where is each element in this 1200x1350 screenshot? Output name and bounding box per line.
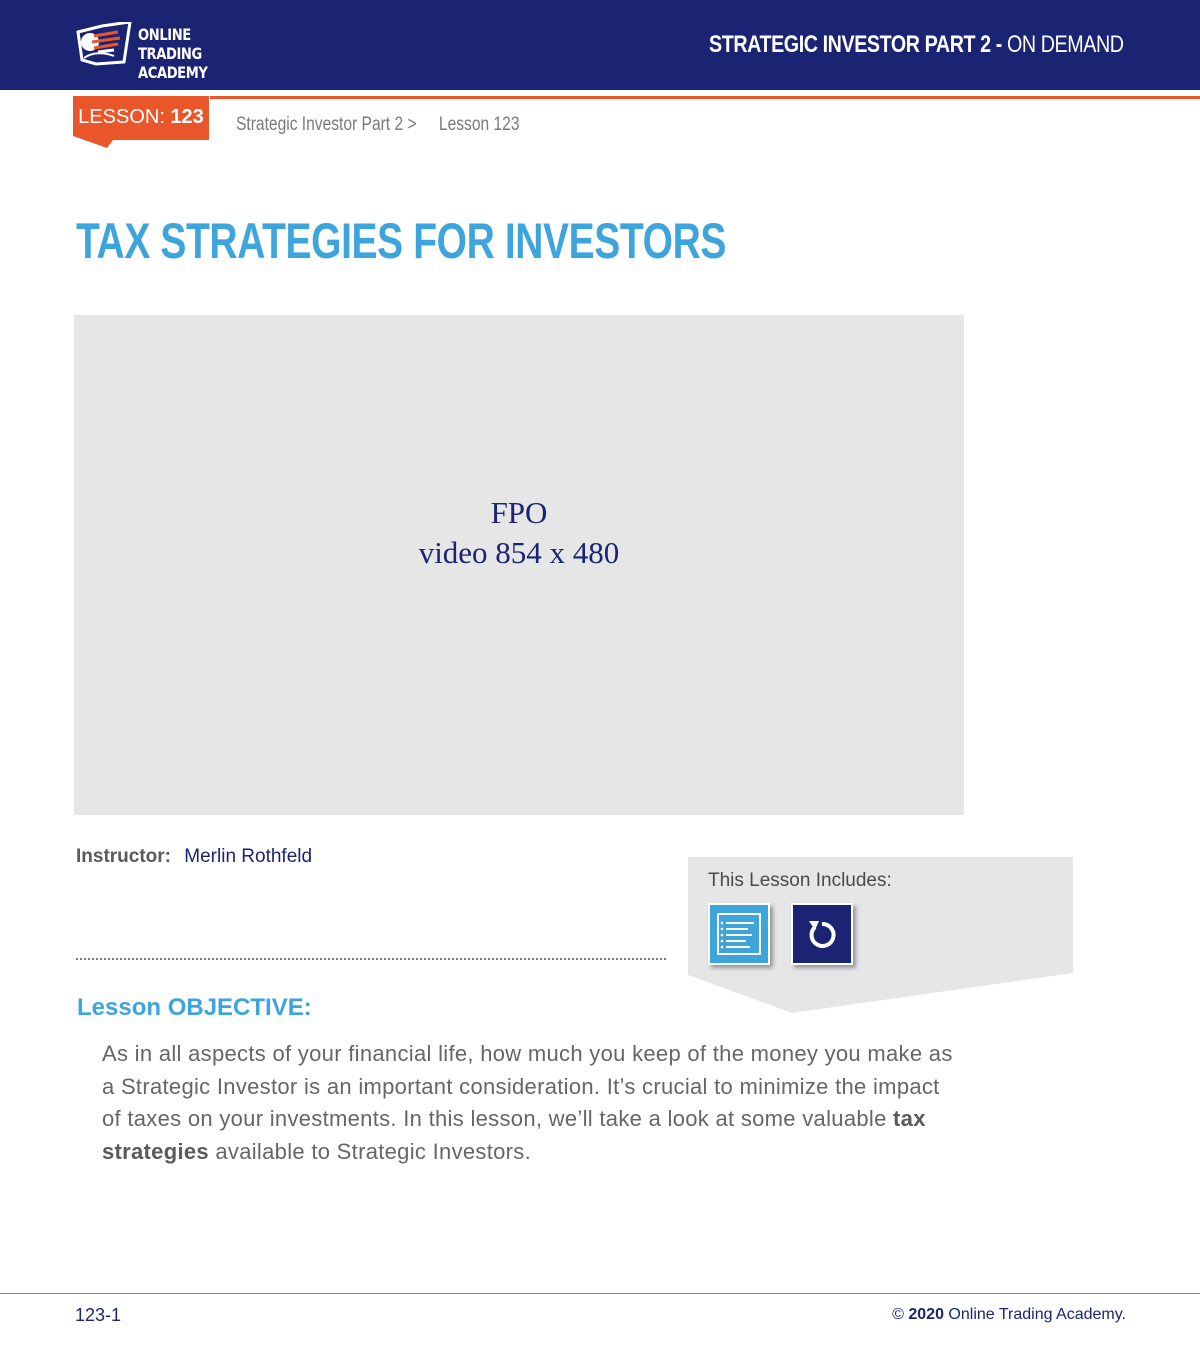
lesson-number: 123 [170,106,204,128]
instructor-label: Instructor: [76,846,171,867]
objective-heading [77,994,312,1022]
video-placeholder-text [74,493,964,573]
course-title-bold: STRATEGIC INVESTOR PART 2 - [709,31,1003,58]
academy-logo-text [138,25,225,82]
copyright-year: 2020 [908,1306,944,1323]
copyright-symbol: © [892,1306,904,1323]
notes-button[interactable] [708,903,770,965]
header-bar [0,0,1200,90]
instructor-name: Merlin Rothfeld [184,846,313,867]
video-placeholder-line2: video 854 x 480 [418,535,620,570]
objective-text [102,1038,962,1168]
dotted-divider [76,958,666,960]
breadcrumb-parent[interactable]: Strategic Investor Part 2 > [236,114,417,135]
video-placeholder-line1: FPO [490,495,548,530]
video-placeholder[interactable] [74,315,964,815]
course-title-light: ON DEMAND [1007,31,1124,58]
objective-text-after: available to Strategic Investors. [215,1138,531,1164]
academy-logo[interactable] [74,22,244,82]
lesson-includes-box [688,857,1073,1017]
logo-line1: ONLINE TRADING [138,25,202,63]
header-divider [210,96,1200,99]
logo-line2: ACADEMY [138,63,208,82]
objective-heading-pre: Lesson [77,994,162,1021]
course-title [709,30,1124,60]
objective-text-before: As in all aspects of your financial life, how much you keep of the money you make as a Strategic Investor is an important consideration. It’s crucial to minimize the impact of taxes on your investments. In this lesson, we’ll take a look at some valuable [102,1041,953,1131]
page-title: TAX STRATEGIES FOR INVESTORS [76,213,726,269]
footer-divider [0,1293,1200,1294]
copyright-org: Online Trading Academy. [948,1306,1126,1323]
review-icon [793,905,851,963]
objective-heading-post: OBJECTIVE: [167,994,312,1021]
page-number: 123-1 [75,1305,122,1325]
copyright [892,1306,1126,1324]
instructor [76,846,312,868]
breadcrumb-current: Lesson 123 [438,114,520,135]
breadcrumb [236,114,538,136]
academy-logo-icon [74,22,132,66]
objective-text-bold: tax strategies [102,1106,926,1164]
lesson-tab-text [73,106,209,129]
lesson-tab [73,96,209,148]
notes-icon [710,905,768,963]
lesson-tab-label: LESSON: [78,106,165,128]
lesson-includes-label: This Lesson Includes: [708,870,892,891]
review-button[interactable] [791,903,853,965]
